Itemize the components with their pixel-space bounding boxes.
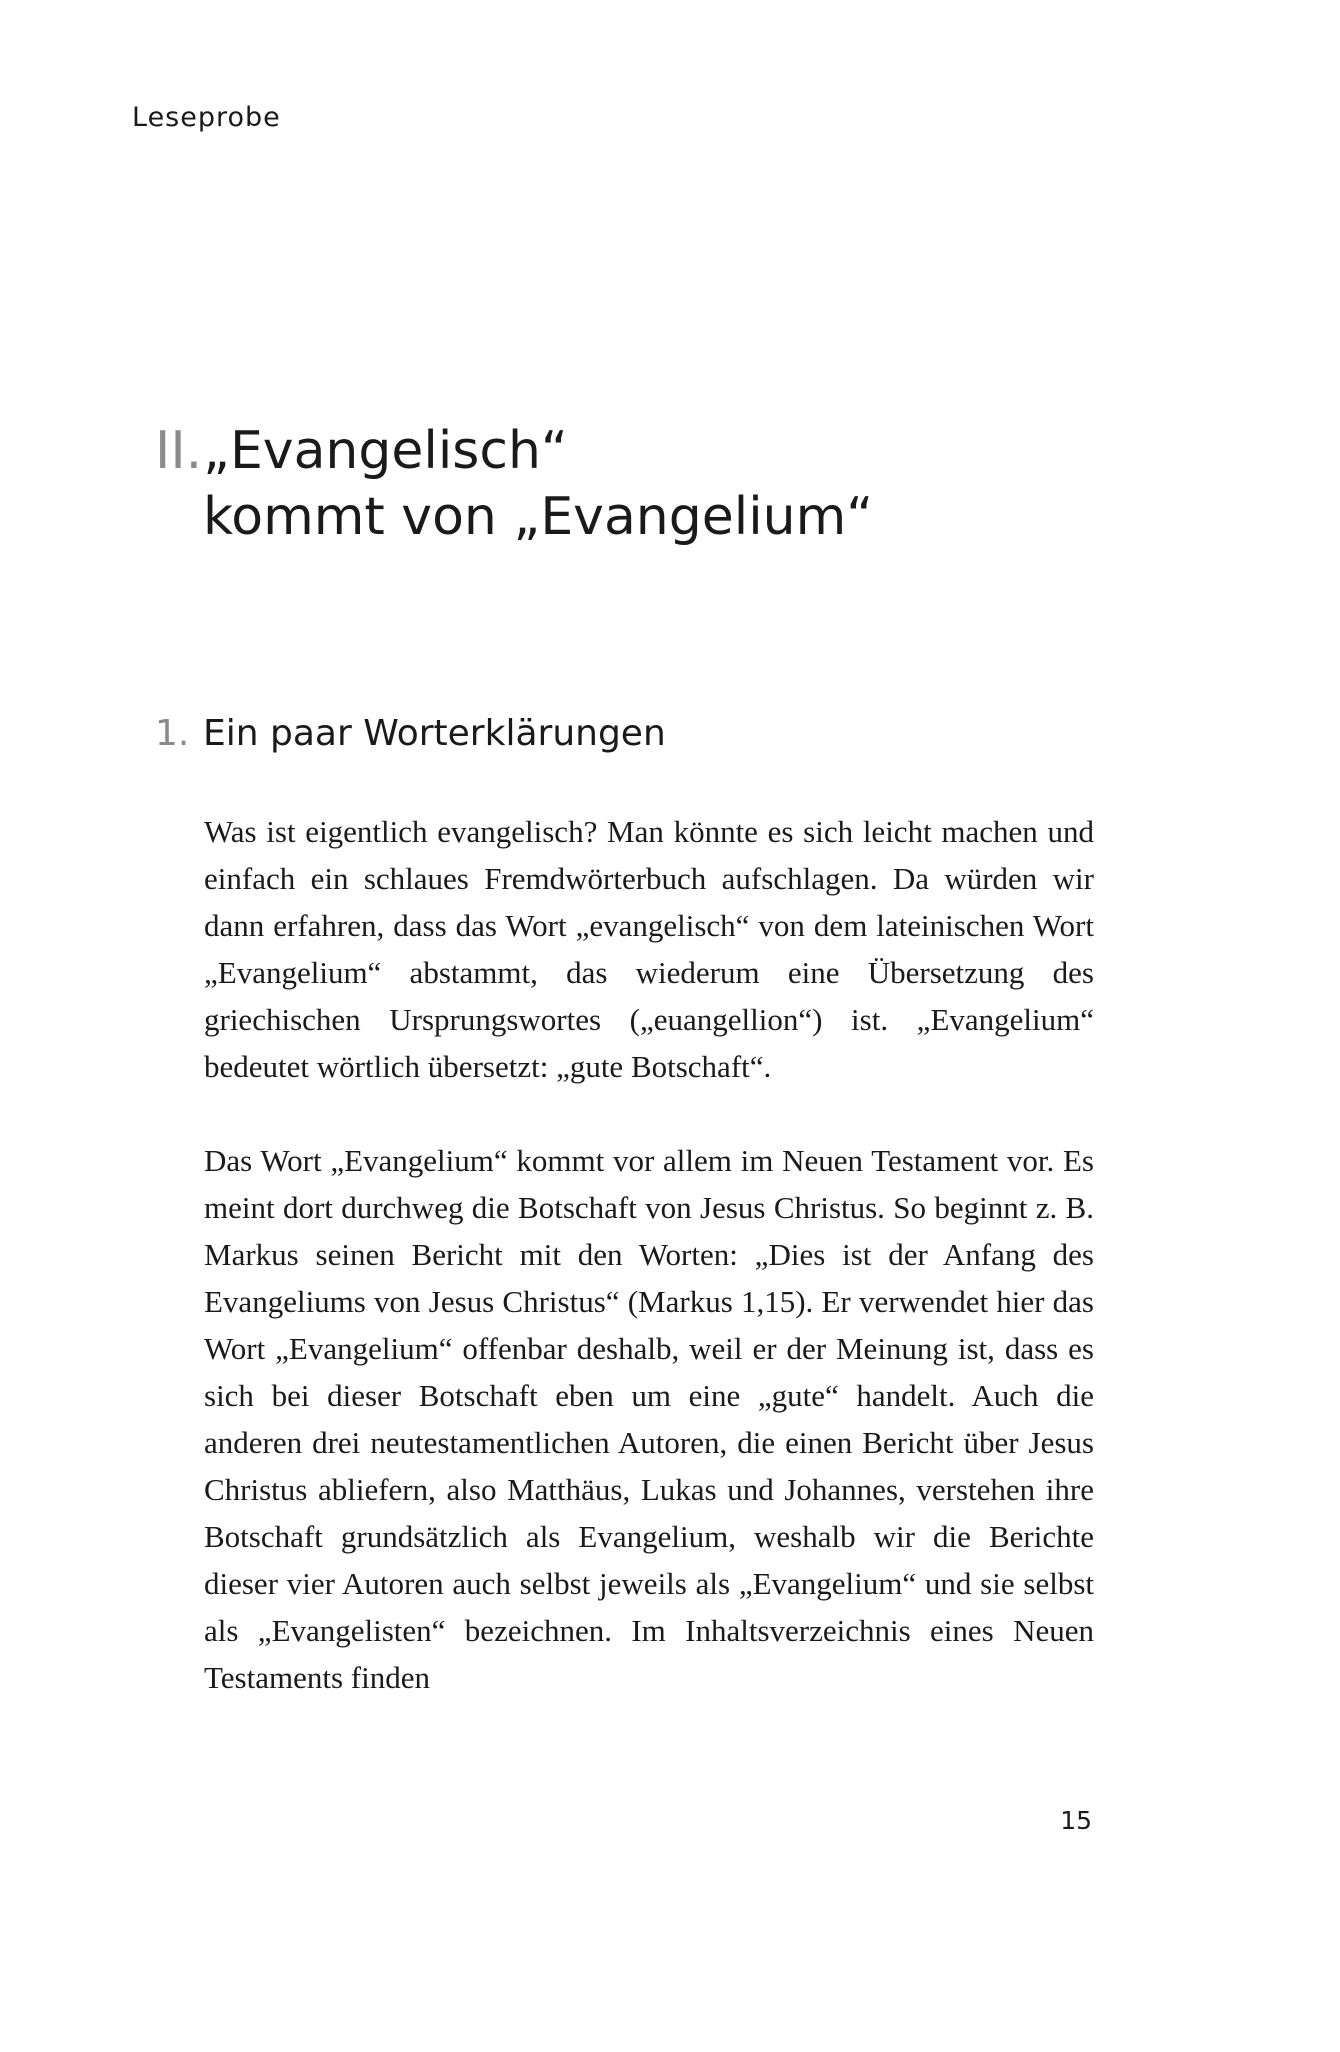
- paragraph-1: Was ist eigentlich evangelisch? Man könnte es sich leicht machen und einfach ein schlaues Fremdwörterbuch aufschlagen. Da würden wir dann erfahren, dass das Wort „evangelisch“ von dem lateinischen Wort „Evangelium“ abstammt, das wiederum eine Übersetzung des griechischen Ursprungswortes („euangellion“) ist. „Evangelium“ bedeutet wörtlich übersetzt: „gute Botschaft“.: [204, 814, 1094, 1084]
- chapter-title: [203, 418, 873, 550]
- section-title: Ein paar Worterklärungen: [203, 713, 666, 754]
- section-number: 1.: [155, 713, 190, 754]
- chapter-heading: [155, 418, 1115, 550]
- chapter-title-line-1: „Evangelisch“: [203, 421, 568, 481]
- section-heading: [155, 710, 666, 758]
- chapter-title-line-2: kommt von „Evangelium“: [203, 487, 874, 547]
- paragraph-2: Das Wort „Evangelium“ kommt vor allem im Neuen Testament vor. Es meint dort durchweg die Botschaft von Jesus Christus. So beginnt z. B. Markus seinen Bericht mit den Worten: „Dies ist der Anfang des Evangeliums von Jesus Christus“ (Markus 1,15). Er verwendet hier das Wort „Evangelium“ offenbar deshalb, weil er der Meinung ist, dass es sich bei dieser Botschaft eben um eine „gute“ handelt. Auch die anderen drei neutestamentlichen Autoren, die einen Bericht über Jesus Christus abliefern, also Matthäus, Lukas und Johannes, verstehen ihre Botschaft grundsätzlich als Evangelium, weshalb wir die Berichte dieser vier Autoren auch selbst jeweils als „Evangelium“ und sie selbst als „Evangelisten“ bezeichnen. Im Inhaltsverzeichnis eines Neuen Testaments finden: [204, 1143, 1094, 1695]
- page-number: 15: [1060, 1806, 1092, 1835]
- chapter-number: II.: [155, 421, 203, 481]
- running-head: Leseprobe: [132, 102, 281, 133]
- body-text: [204, 808, 1094, 1701]
